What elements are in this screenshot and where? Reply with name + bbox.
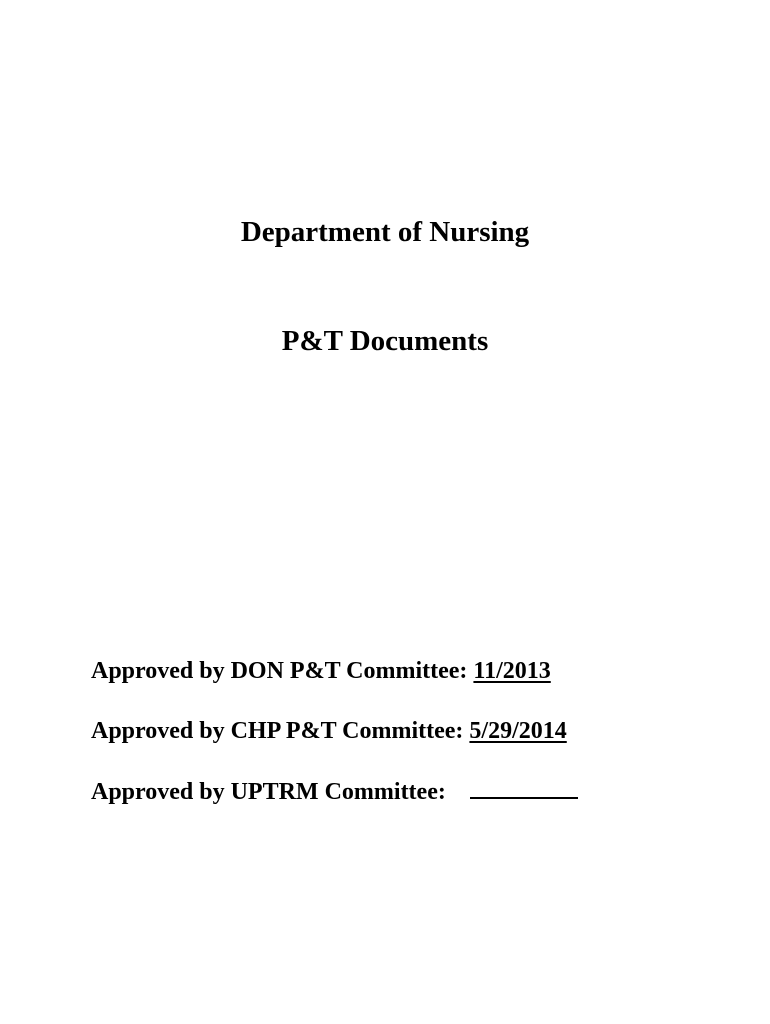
approval-label-don: Approved by DON P&T Committee: [91, 658, 468, 684]
approval-date-don: 11/2013 [473, 658, 551, 684]
approval-date-chp: 5/29/2014 [469, 718, 567, 744]
documents-title: P&T Documents [281, 325, 489, 357]
approval-line-don [91, 656, 551, 686]
approval-line-uptrm [91, 775, 578, 807]
approval-line-chp [91, 716, 567, 746]
department-title: Department of Nursing [240, 216, 530, 248]
approval-date-blank-uptrm [470, 775, 578, 799]
approval-label-uptrm: Approved by UPTRM Committee: [91, 779, 446, 805]
approval-label-chp: Approved by CHP P&T Committee: [91, 718, 464, 744]
